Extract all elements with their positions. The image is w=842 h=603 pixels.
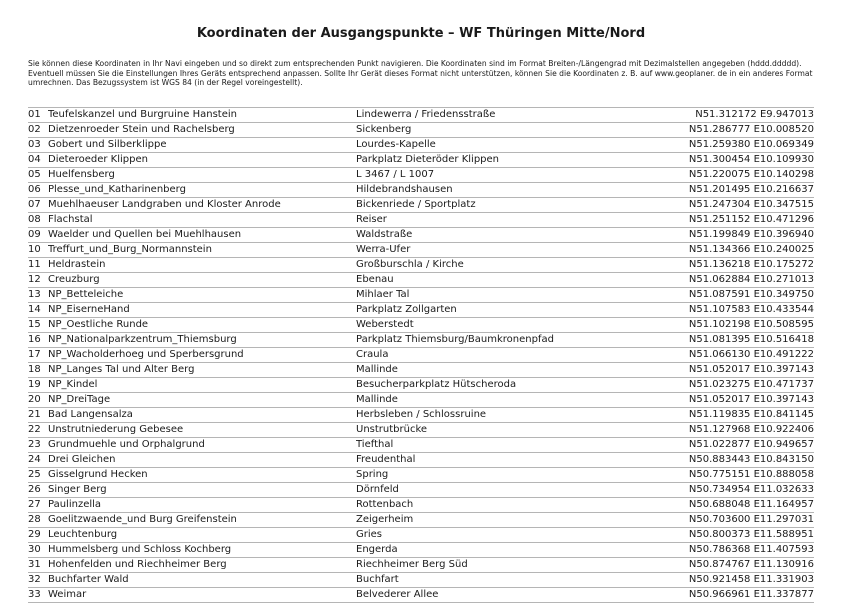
- coordinates: N51.247304 E10.347515: [688, 199, 814, 210]
- coordinates: N51.312172 E9.947013: [695, 109, 814, 120]
- route-name: Singer Berg: [48, 484, 107, 495]
- coordinates: N51.102198 E10.508595: [688, 319, 814, 330]
- start-point: Ebenau: [356, 274, 394, 285]
- coordinates: N50.688048 E11.164957: [688, 499, 814, 510]
- row-number: 27: [28, 499, 41, 510]
- intro-paragraph-2: Eventuell müssen Sie die Einstellungen Ihres Geräts entsprechend anpassen. Sollte Ihr Gerät dieses Format nicht unterstützen, können Sie die Koordinaten z. B. auf www.geoplaner. de in ein anderes Format umrechnen. Das Bezugssystem ist WGS 84 (in der Regel voreingestellt).: [28, 68, 813, 88]
- intro-text: [28, 59, 818, 88]
- coordinates: N51.136218 E10.175272: [688, 259, 814, 270]
- route-name: NP_DreiTage: [48, 394, 111, 405]
- page-title: Koordinaten der Ausgangspunkte – WF Thüringen Mitte/Nord: [196, 26, 646, 41]
- row-number: 17: [28, 349, 41, 360]
- row-number: 13: [28, 289, 41, 300]
- row-number: 22: [28, 424, 41, 435]
- coordinates: N51.081395 E10.516418: [688, 334, 814, 345]
- intro-paragraph-1: Sie können diese Koordinaten in Ihr Navi eingeben und so direkt zum entsprechenden Punkt navigieren. Die Koordinaten sind im Format Breiten-/Längengrad mit Dezimalstellen angegeben (hddd.ddddd).: [28, 59, 802, 68]
- route-name: Buchfarter Wald: [48, 574, 129, 585]
- start-point: L 3467 / L 1007: [356, 169, 435, 180]
- table-row: [28, 438, 814, 453]
- start-point: Unstrutbrücke: [356, 424, 428, 435]
- coordinates: N50.734954 E11.032633: [688, 484, 814, 495]
- row-number: 20: [28, 394, 41, 405]
- route-name: Flachstal: [48, 214, 93, 225]
- table-row: [28, 258, 814, 273]
- table-row: [28, 318, 814, 333]
- row-number: 10: [28, 244, 41, 255]
- start-point: Reiser: [356, 214, 387, 225]
- table-row: [28, 348, 814, 363]
- coordinates: N50.966961 E11.337877: [688, 589, 814, 600]
- start-point: Werra-Ufer: [356, 244, 411, 255]
- start-point: Craula: [356, 349, 389, 360]
- start-point: Freudenthal: [356, 454, 416, 465]
- start-point: Zeigerheim: [356, 514, 414, 525]
- row-number: 31: [28, 559, 41, 570]
- coordinates-table: [28, 107, 814, 603]
- start-point: Belvederer Allee: [356, 589, 439, 600]
- coordinates: N50.786368 E11.407593: [688, 544, 814, 555]
- coordinates: N51.052017 E10.397143: [688, 394, 814, 405]
- start-point: Engerda: [356, 544, 398, 555]
- coordinates: N51.286777 E10.008520: [688, 124, 814, 135]
- start-point: Mihlaer Tal: [356, 289, 410, 300]
- row-number: 02: [28, 124, 41, 135]
- row-number: 07: [28, 199, 41, 210]
- route-name: NP_EiserneHand: [48, 304, 130, 315]
- row-number: 28: [28, 514, 41, 525]
- route-name: Gisselgrund Hecken: [48, 469, 148, 480]
- table-row: [28, 558, 814, 573]
- coordinates: N51.119835 E10.841145: [688, 409, 814, 420]
- row-number: 32: [28, 574, 41, 585]
- route-name: Muehlhaeuser Landgraben und Kloster Anrode: [48, 199, 281, 210]
- route-name: Grundmuehle und Orphalgrund: [48, 439, 205, 450]
- row-number: 26: [28, 484, 41, 495]
- table-row: [28, 453, 814, 468]
- route-name: NP_Kindel: [48, 379, 98, 390]
- coordinates: N51.062884 E10.271013: [688, 274, 814, 285]
- table-row: [28, 288, 814, 303]
- start-point: Buchfart: [356, 574, 399, 585]
- start-point: Spring: [356, 469, 389, 480]
- row-number: 33: [28, 589, 41, 600]
- row-number: 18: [28, 364, 41, 375]
- start-point: Waldstraße: [356, 229, 413, 240]
- table-row: [28, 228, 814, 243]
- route-name: NP_Betteleiche: [48, 289, 124, 300]
- start-point: Weberstedt: [356, 319, 414, 330]
- coordinates: N51.066130 E10.491222: [688, 349, 814, 360]
- route-name: NP_Langes Tal und Alter Berg: [48, 364, 195, 375]
- start-point: Parkplatz Dieteröder Klippen: [356, 154, 500, 165]
- coordinates: N50.874767 E11.130916: [688, 559, 814, 570]
- row-number: 08: [28, 214, 41, 225]
- route-name: Hummelsberg und Schloss Kochberg: [48, 544, 232, 555]
- start-point: Herbsleben / Schlossruine: [356, 409, 487, 420]
- start-point: Gries: [356, 529, 383, 540]
- route-name: NP_Nationalparkzentrum_Thiemsburg: [48, 334, 237, 345]
- table-row: [28, 303, 814, 318]
- row-number: 25: [28, 469, 41, 480]
- table-row: [28, 333, 814, 348]
- start-point: Dörnfeld: [356, 484, 399, 495]
- start-point: Parkplatz Thiemsburg/Baumkronenpfad: [356, 334, 554, 345]
- route-name: NP_Oestliche Runde: [48, 319, 149, 330]
- route-name: Hohenfelden und Riechheimer Berg: [48, 559, 227, 570]
- coordinates: N51.199849 E10.396940: [688, 229, 814, 240]
- row-number: 21: [28, 409, 41, 420]
- row-number: 11: [28, 259, 41, 270]
- route-name: Plesse_und_Katharinenberg: [48, 184, 186, 195]
- coordinates: N51.251152 E10.471296: [688, 214, 814, 225]
- row-number: 03: [28, 139, 41, 150]
- route-name: Leuchtenburg: [48, 529, 118, 540]
- coordinates: N50.775151 E10.888058: [688, 469, 814, 480]
- row-number: 01: [28, 109, 41, 120]
- route-name: Creuzburg: [48, 274, 100, 285]
- route-name: Goelitzwaende_und Burg Greifenstein: [48, 514, 237, 525]
- row-number: 19: [28, 379, 41, 390]
- table-row: [28, 243, 814, 258]
- route-name: Gobert und Silberklippe: [48, 139, 167, 150]
- route-name: Weimar: [48, 589, 87, 600]
- table-row: [28, 573, 814, 588]
- row-number: 16: [28, 334, 41, 345]
- table-row: [28, 483, 814, 498]
- route-name: Huelfensberg: [48, 169, 115, 180]
- coordinates: N50.800373 E11.588951: [688, 529, 814, 540]
- row-number: 30: [28, 544, 41, 555]
- start-point: Mallinde: [356, 364, 398, 375]
- coordinates: N51.134366 E10.240025: [688, 244, 814, 255]
- table-row: [28, 423, 814, 438]
- table-row: [28, 198, 814, 213]
- start-point: Rottenbach: [356, 499, 414, 510]
- start-point: Bickenriede / Sportplatz: [356, 199, 476, 210]
- row-number: 05: [28, 169, 41, 180]
- table-row: [28, 108, 814, 123]
- row-number: 24: [28, 454, 41, 465]
- route-name: Bad Langensalza: [48, 409, 133, 420]
- coordinates: N51.201495 E10.216637: [688, 184, 814, 195]
- route-name: Drei Gleichen: [48, 454, 116, 465]
- start-point: Lindewerra / Friedensstraße: [356, 109, 496, 120]
- start-point: Mallinde: [356, 394, 398, 405]
- table-row: [28, 363, 814, 378]
- coordinates: N50.883443 E10.843150: [688, 454, 814, 465]
- row-number: 12: [28, 274, 41, 285]
- start-point: Großburschla / Kirche: [356, 259, 464, 270]
- table-row: [28, 153, 814, 168]
- coordinates: N50.703600 E11.297031: [688, 514, 814, 525]
- route-name: Dietzenroeder Stein und Rachelsberg: [48, 124, 235, 135]
- start-point: Besucherparkplatz Hütscheroda: [356, 379, 517, 390]
- coordinates: N50.921458 E11.331903: [688, 574, 814, 585]
- coordinates: N51.107583 E10.433544: [688, 304, 814, 315]
- table-row: [28, 468, 814, 483]
- table-row: [28, 408, 814, 423]
- route-name: NP_Wacholderhoeg und Sperbersgrund: [48, 349, 244, 360]
- start-point: Riechheimer Berg Süd: [356, 559, 468, 570]
- table-row: [28, 183, 814, 198]
- table-row: [28, 528, 814, 543]
- row-number: 14: [28, 304, 41, 315]
- table-row: [28, 393, 814, 408]
- table-row: [28, 123, 814, 138]
- coordinates: N51.023275 E10.471737: [688, 379, 814, 390]
- table-row: [28, 273, 814, 288]
- table-row: [28, 138, 814, 153]
- start-point: Lourdes-Kapelle: [356, 139, 436, 150]
- coordinates: N51.127968 E10.922406: [688, 424, 814, 435]
- row-number: 29: [28, 529, 41, 540]
- route-name: Dieteroeder Klippen: [48, 154, 148, 165]
- route-name: Paulinzella: [48, 499, 102, 510]
- coordinates: N51.220075 E10.140298: [688, 169, 814, 180]
- route-name: Treffurt_und_Burg_Normannstein: [48, 244, 212, 255]
- start-point: Parkplatz Zollgarten: [356, 304, 457, 315]
- row-number: 09: [28, 229, 41, 240]
- start-point: Sickenberg: [356, 124, 412, 135]
- route-name: Heldrastein: [48, 259, 106, 270]
- coordinates: N51.022877 E10.949657: [688, 439, 814, 450]
- table-row: [28, 213, 814, 228]
- table-row: [28, 588, 814, 603]
- route-name: Waelder und Quellen bei Muehlhausen: [48, 229, 242, 240]
- table-row: [28, 378, 814, 393]
- route-name: Unstrutniederung Gebesee: [48, 424, 184, 435]
- row-number: 06: [28, 184, 41, 195]
- row-number: 23: [28, 439, 41, 450]
- route-name: Teufelskanzel und Burgruine Hanstein: [48, 109, 237, 120]
- start-point: Tiefthal: [356, 439, 394, 450]
- table-row: [28, 543, 814, 558]
- table-row: [28, 498, 814, 513]
- table-row: [28, 513, 814, 528]
- row-number: 15: [28, 319, 41, 330]
- coordinates: N51.259380 E10.069349: [688, 139, 814, 150]
- coordinates: N51.300454 E10.109930: [688, 154, 814, 165]
- coordinates: N51.052017 E10.397143: [688, 364, 814, 375]
- table-row: [28, 168, 814, 183]
- row-number: 04: [28, 154, 41, 165]
- start-point: Hildebrandshausen: [356, 184, 453, 195]
- coordinates: N51.087591 E10.349750: [688, 289, 814, 300]
